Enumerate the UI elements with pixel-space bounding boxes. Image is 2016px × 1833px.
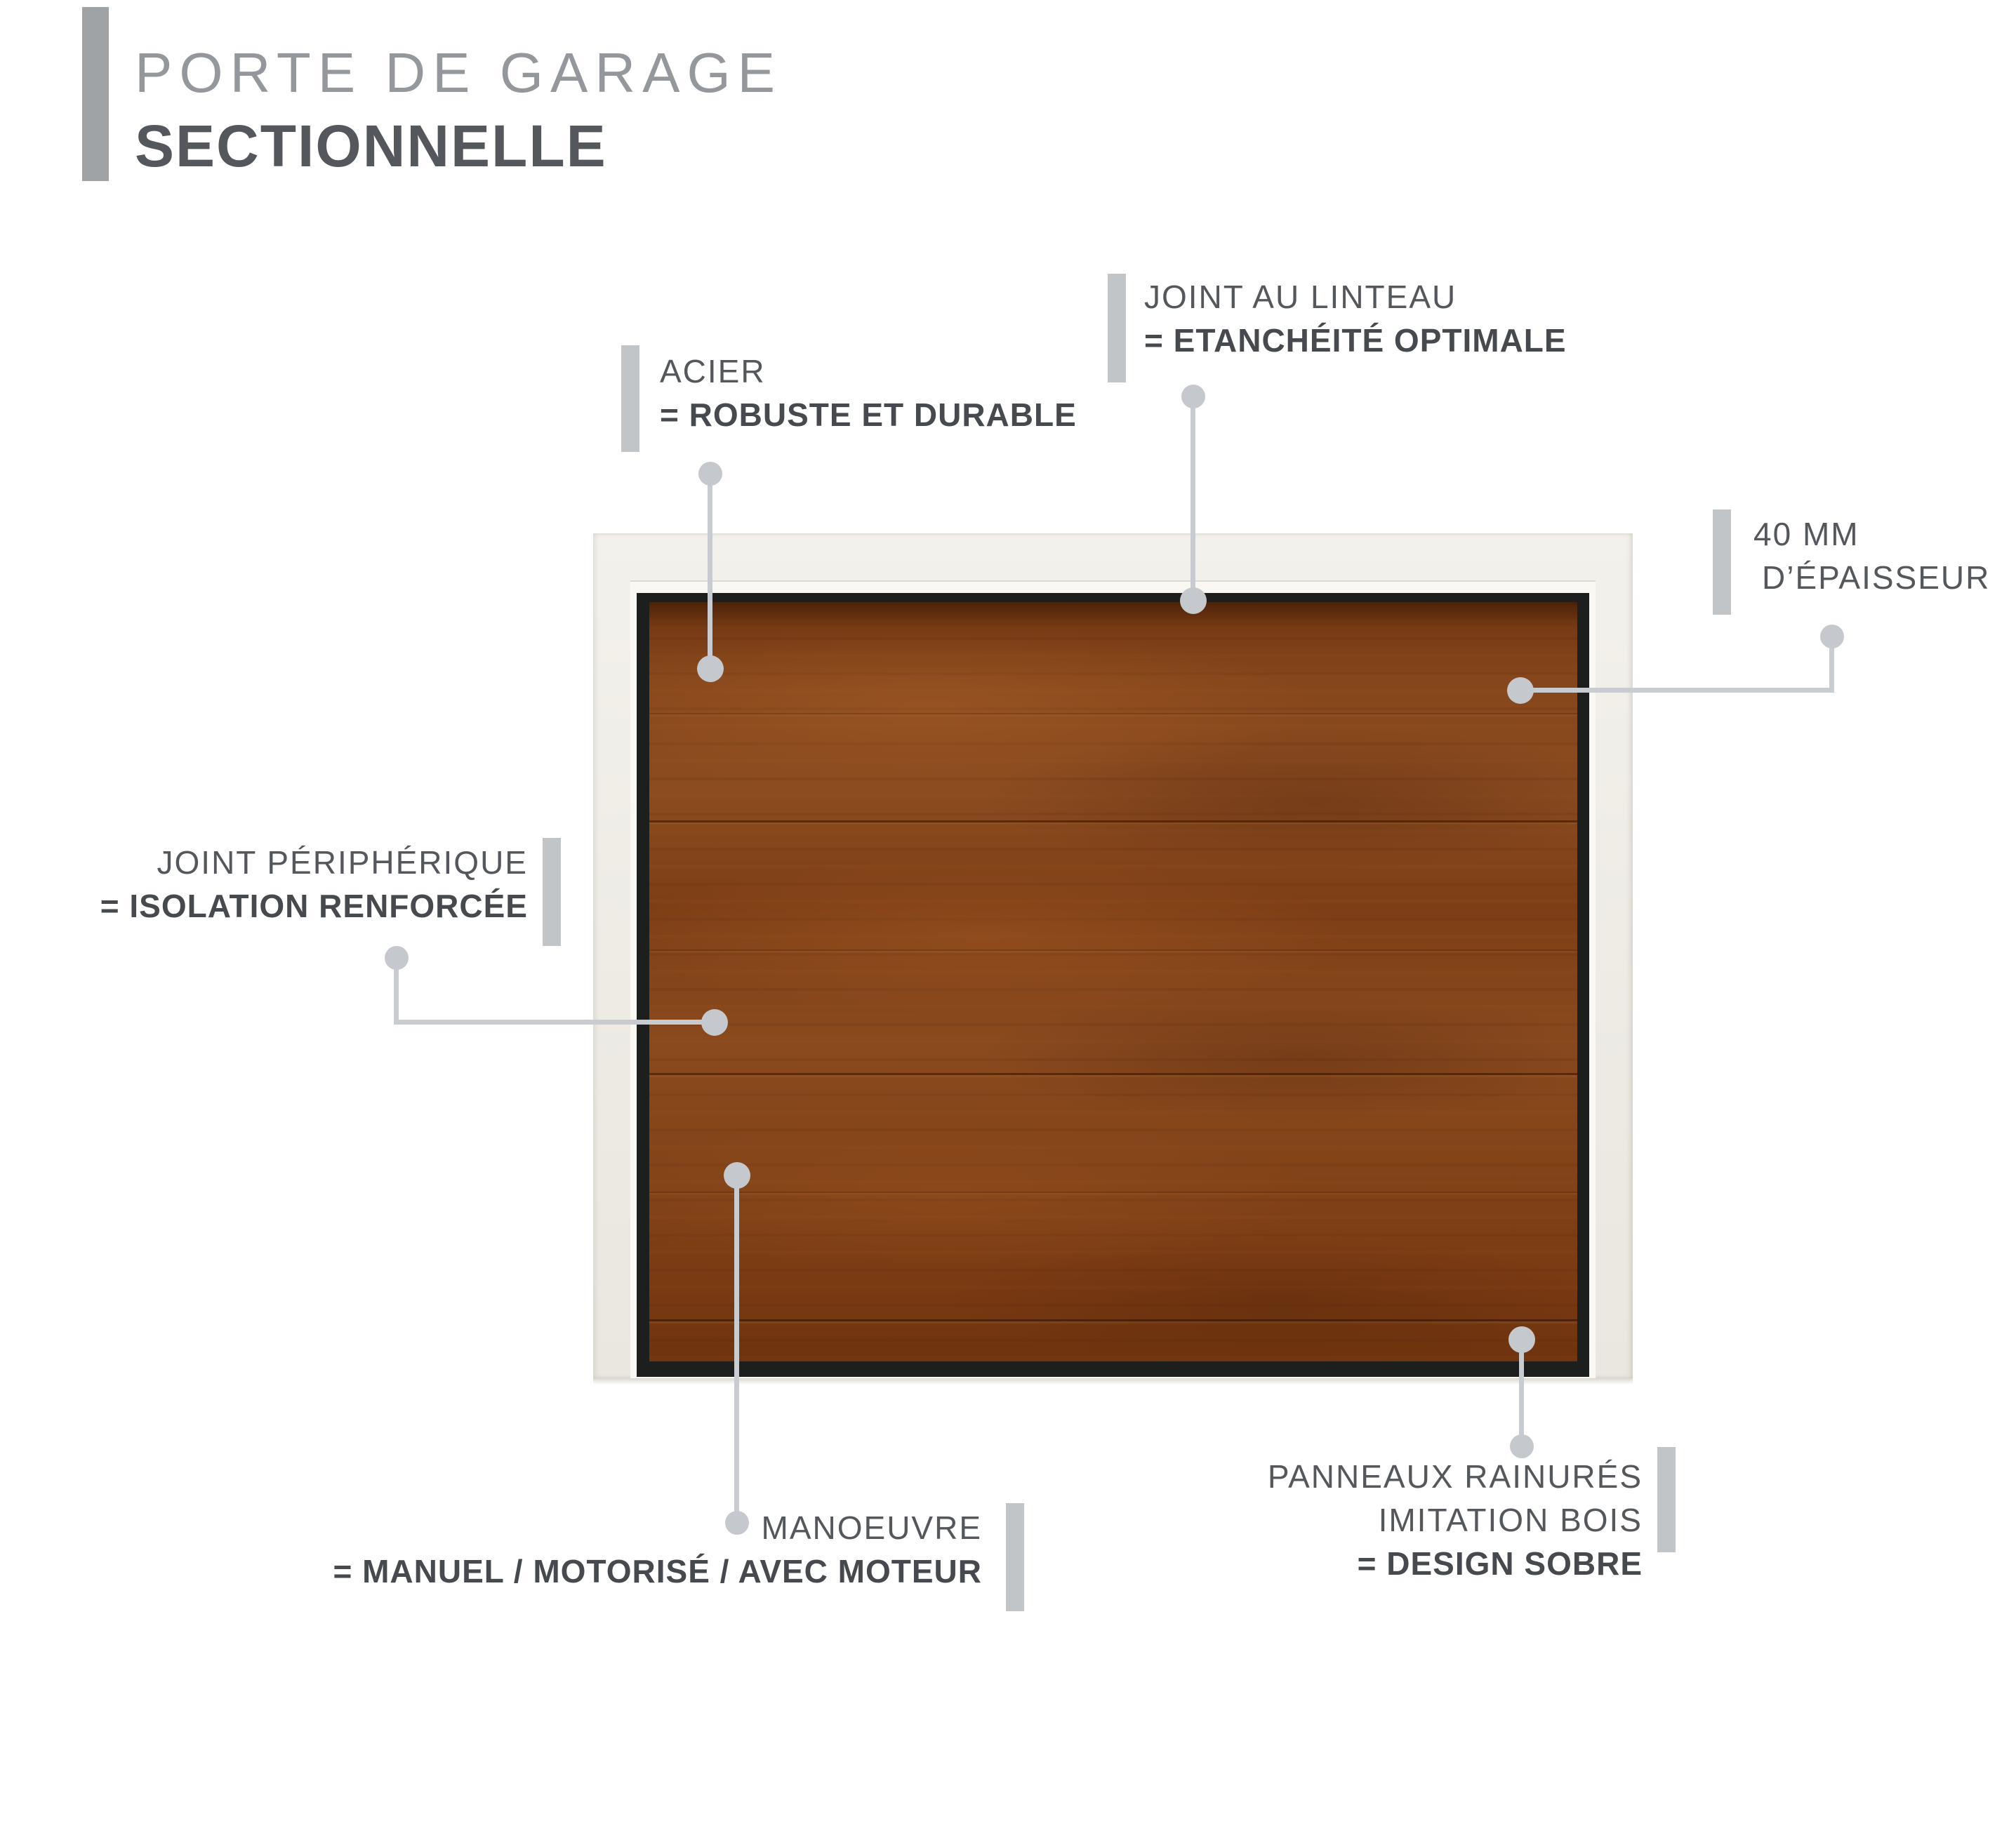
epaisseur-connector-line-horizontal <box>1520 688 1834 693</box>
page-title-line2: SECTIONNELLE <box>135 113 607 179</box>
epaisseur-target-dot <box>1507 677 1534 704</box>
peripherique-target-dot <box>701 1009 728 1036</box>
peripherique-accent-bar <box>543 838 561 946</box>
linteau-connector-dot <box>1181 385 1205 408</box>
linteau-accent-bar <box>1108 274 1126 382</box>
manoeuvre-connector-line <box>734 1175 739 1523</box>
manoeuvre-target-dot <box>724 1162 750 1189</box>
acier-connector-line <box>708 474 712 669</box>
panel-groove <box>649 713 1577 714</box>
annotation-peripherique <box>100 841 528 928</box>
panneaux-label-line2: IMITATION BOIS <box>1378 1502 1643 1538</box>
peripherique-value: = ISOLATION RENFORCÉE <box>100 888 528 924</box>
panneaux-accent-bar <box>1657 1447 1676 1552</box>
title-accent-bar <box>82 7 109 181</box>
acier-label: ACIER <box>660 353 766 389</box>
peripherique-connector-dot <box>385 946 409 970</box>
annotation-linteau <box>1144 275 1567 362</box>
manoeuvre-accent-bar <box>1006 1503 1024 1611</box>
door-wood-panels <box>649 602 1577 1361</box>
acier-accent-bar <box>621 345 639 452</box>
manoeuvre-value: = MANUEL / MOTORISÉ / AVEC MOTEUR <box>333 1553 982 1589</box>
epaisseur-label: 40 MM <box>1753 516 1859 552</box>
acier-value: = ROBUSTE ET DURABLE <box>660 396 1077 433</box>
panneaux-connector-line <box>1519 1340 1524 1446</box>
annotation-acier <box>660 349 1077 436</box>
peripherique-label: JOINT PÉRIPHÉRIQUE <box>157 844 528 881</box>
linteau-connector-line <box>1191 396 1195 601</box>
linteau-label: JOINT AU LINTEAU <box>1144 279 1457 315</box>
manoeuvre-label: MANOEUVRE <box>761 1509 982 1546</box>
panel-groove <box>649 1192 1577 1193</box>
acier-connector-dot <box>698 462 722 486</box>
floor-shadow <box>593 1378 1633 1385</box>
linteau-target-dot <box>1180 587 1207 614</box>
peripherique-connector-line-horizontal <box>397 1020 715 1025</box>
panel-separation <box>649 1319 1577 1321</box>
panel-separation <box>649 820 1577 822</box>
panneaux-target-dot <box>1508 1326 1535 1353</box>
panel-separation <box>649 1073 1577 1075</box>
page-title-line1: PORTE DE GARAGE <box>135 41 783 104</box>
panneaux-value: = DESIGN SOBRE <box>1357 1545 1643 1582</box>
epaisseur-connector-dot <box>1820 625 1844 648</box>
epaisseur-accent-bar <box>1713 509 1731 615</box>
panneaux-label-line1: PANNEAUX RAINURÉS <box>1267 1458 1643 1495</box>
page-title <box>135 36 782 182</box>
acier-target-dot <box>697 655 724 682</box>
linteau-value: = ETANCHÉITÉ OPTIMALE <box>1144 322 1567 359</box>
annotation-manoeuvre <box>333 1506 982 1593</box>
annotation-epaisseur <box>1753 512 1990 599</box>
epaisseur-value: D’ÉPAISSEUR <box>1762 559 1991 596</box>
annotation-panneaux <box>1268 1455 1643 1585</box>
panel-groove <box>649 949 1577 951</box>
